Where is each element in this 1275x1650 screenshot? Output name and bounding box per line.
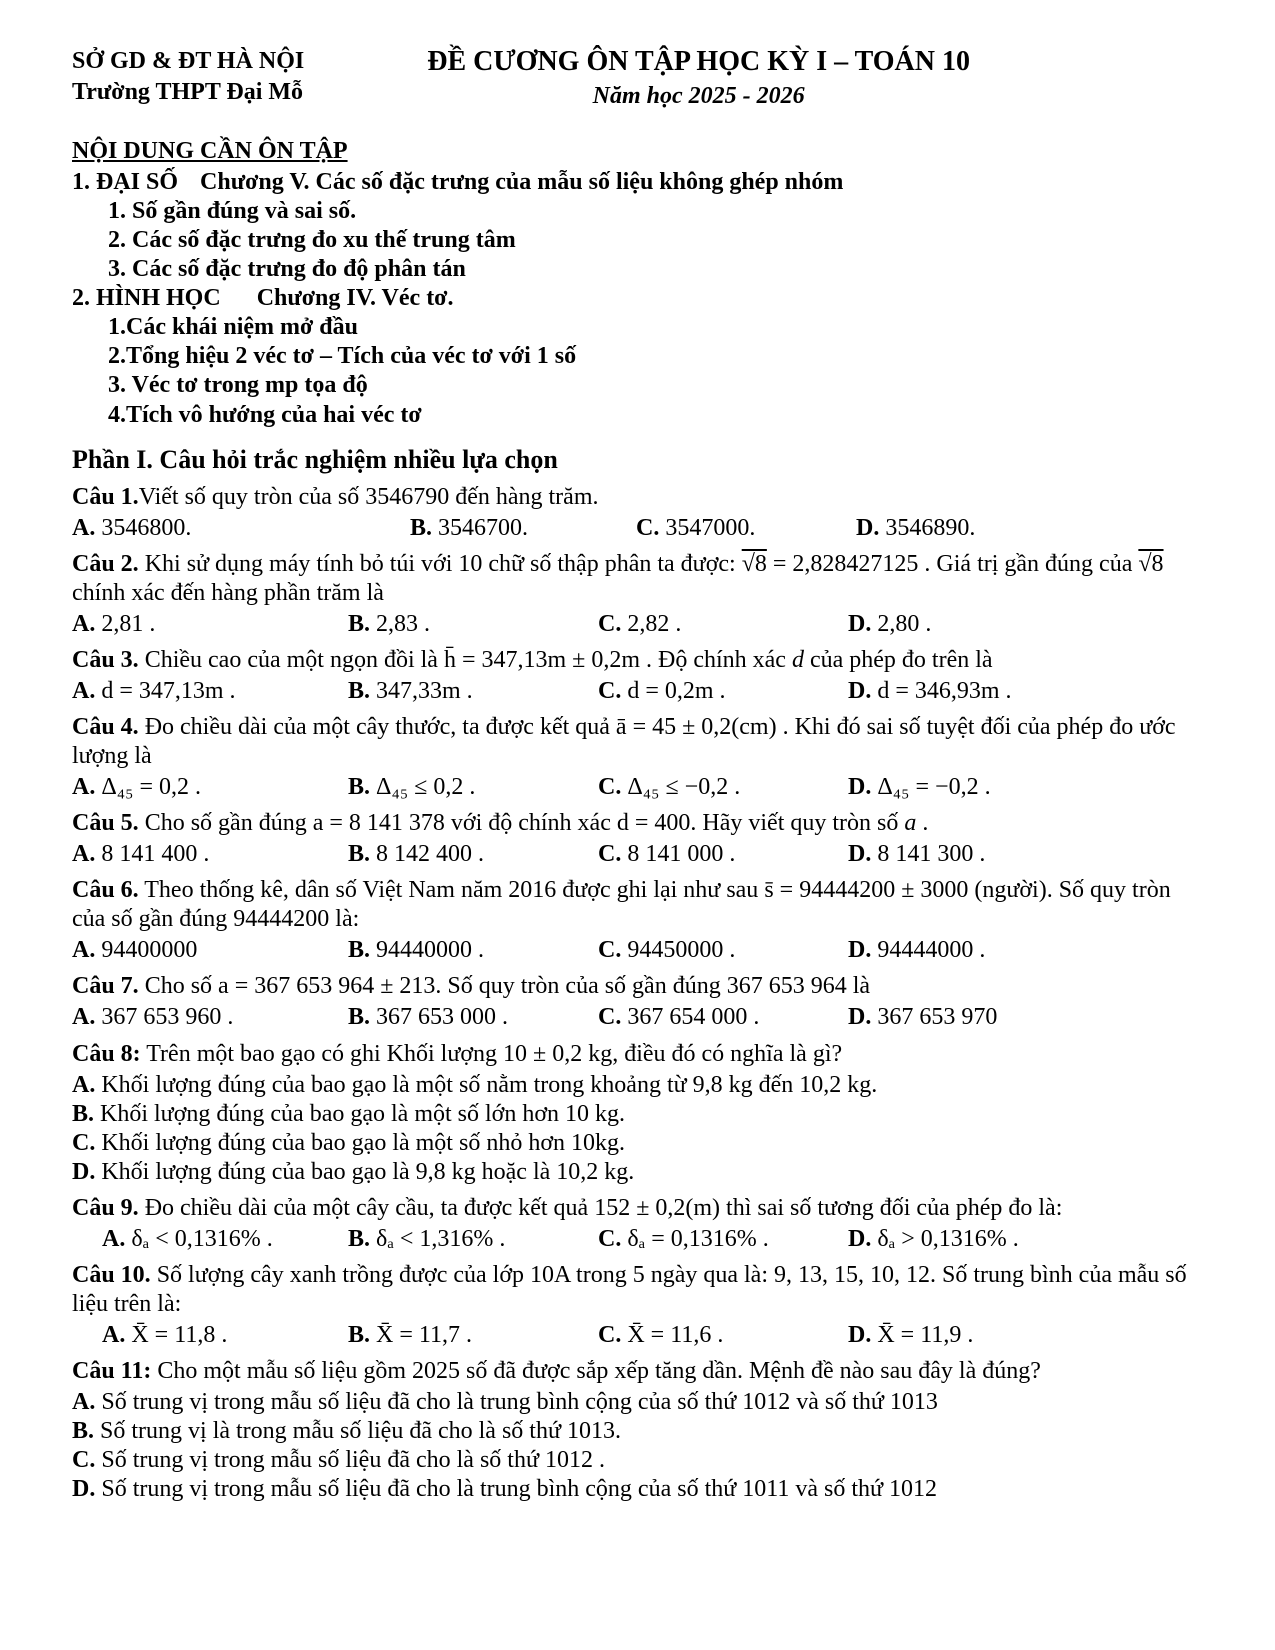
outline-heading-geometry: [72, 284, 1193, 313]
option-c-text: 8 141 000 .: [627, 841, 736, 868]
option-a: [72, 773, 348, 802]
question-11-options: [72, 1388, 1193, 1504]
question-3-text: của phép đo trên là: [803, 647, 993, 674]
option-a-text: Số trung vị trong mẫu số liệu đã cho là trung bình cộng của số thứ 1012 và số thứ 1013: [101, 1388, 938, 1415]
question-1-label: Câu 1.: [72, 483, 139, 510]
option-b-text: 8 142 400 .: [376, 841, 485, 868]
question-6: [72, 876, 1193, 965]
question-5-label: Câu 5.: [72, 810, 139, 837]
option-d-letter: D.: [72, 1475, 96, 1502]
option-a: [72, 936, 348, 965]
option-a-letter: A.: [102, 1321, 126, 1348]
option-d-text: d = 346,93m .: [877, 678, 1012, 705]
option-d-text: Δ₄₅ = −0,2 .: [877, 774, 991, 801]
option-d-letter: D.: [848, 1004, 872, 1031]
question-1-options: [72, 514, 1193, 543]
option-d-letter: D.: [72, 1158, 96, 1185]
school-info-block: [72, 46, 304, 108]
option-d-text: 2,80 .: [877, 611, 932, 638]
option-a: [72, 677, 348, 706]
option-a-text: δₐ < 0,1316% .: [131, 1225, 273, 1252]
sqrt-expression: √8: [741, 551, 767, 578]
option-d-text: 3546890.: [885, 515, 976, 542]
question-8-stem: [72, 1040, 1193, 1069]
question-9-text: thì sai số tương đối của phép đo là:: [720, 1194, 1063, 1221]
question-10-text: Số lượng cây xanh trồng được của lớp 10A trong 5 ngày qua là: 9, 13, 15, 10, 12. Số trung bình của mẫu số liệu trên là:: [72, 1261, 1187, 1317]
option-b: [348, 1225, 598, 1254]
option-d: [848, 1225, 1193, 1254]
option-a: [72, 1071, 1193, 1100]
question-5-text: với độ chính xác d = 400. Hãy viết quy tròn số: [444, 810, 905, 837]
option-c: [72, 1129, 1193, 1158]
question-7-stem: [72, 972, 1193, 1001]
question-11: [72, 1357, 1193, 1504]
option-b: [348, 936, 598, 965]
outline-heading-chapter: Chương IV. Véc tơ.: [256, 285, 454, 312]
question-3-options: [72, 677, 1193, 706]
math-expression: ā = 45 ± 0,2(cm): [615, 714, 777, 741]
question-1: [72, 483, 1193, 543]
option-b-text: Δ₄₅ ≤ 0,2 .: [376, 774, 476, 801]
option-b: [72, 1417, 1193, 1446]
option-b: [348, 1321, 598, 1350]
option-c-text: Δ₄₅ ≤ −0,2 .: [627, 774, 741, 801]
option-c: [598, 936, 848, 965]
option-a-text: 3546800.: [101, 515, 192, 542]
option-d: [848, 610, 1193, 639]
option-c-letter: C.: [72, 1446, 96, 1473]
option-b-letter: B.: [348, 1321, 371, 1348]
question-6-stem: [72, 876, 1193, 934]
question-10-stem: [72, 1261, 1193, 1319]
option-b: [348, 840, 598, 869]
math-expression: 152 ± 0,2(m): [594, 1194, 721, 1221]
option-d-letter: D.: [848, 678, 872, 705]
option-b-letter: B.: [410, 515, 433, 542]
option-b: [348, 677, 598, 706]
question-11-label: Câu 11:: [72, 1357, 152, 1384]
question-3-text: Chiều cao của một ngọn đồi là: [138, 647, 444, 674]
question-3: [72, 646, 1193, 706]
option-b-text: X̄ = 11,7 .: [376, 1321, 472, 1348]
option-d: [848, 677, 1193, 706]
option-c-text: Số trung vị trong mẫu số liệu đã cho là số thứ 1012 .: [101, 1446, 605, 1473]
option-c: [598, 1003, 848, 1032]
outline-heading-number: 1. ĐẠI SỐ: [72, 169, 179, 196]
math-expression: a = 8 141 378: [312, 810, 445, 837]
option-d-text: 94444000 .: [877, 937, 986, 964]
outline-heading-number: 2. HÌNH HỌC: [72, 285, 221, 312]
option-d-letter: D.: [848, 937, 872, 964]
document-header: [72, 46, 1193, 111]
question-4: [72, 713, 1193, 802]
outline-title: NỘI DUNG CẦN ÔN TẬP: [72, 138, 348, 165]
option-d-text: 367 653 970: [877, 1004, 998, 1031]
option-c: [598, 1321, 848, 1350]
option-a-text: Δ₄₅ = 0,2 .: [101, 774, 202, 801]
option-c-letter: C.: [636, 515, 660, 542]
question-9-label: Câu 9.: [72, 1194, 139, 1221]
option-b-text: 2,83 .: [376, 611, 431, 638]
option-d: [856, 514, 1193, 543]
option-a-letter: A.: [72, 1388, 96, 1415]
option-b-text: δₐ < 1,316% .: [376, 1225, 506, 1252]
math-variable: a: [904, 810, 917, 837]
question-3-text: . Độ chính xác: [640, 647, 792, 674]
option-c: [598, 677, 848, 706]
outline-heading-chapter: Chương V. Các số đặc trưng của mẫu số liệu không ghép nhóm: [200, 169, 844, 196]
question-8: [72, 1040, 1193, 1187]
option-c: [636, 514, 856, 543]
outline-item: 1. Số gần đúng và sai số.: [108, 198, 357, 225]
question-4-stem: [72, 713, 1193, 771]
outline-item: 3. Véc tơ trong mp tọa độ: [108, 372, 368, 399]
question-2-text: chính xác đến hàng phần trăm là: [72, 580, 384, 607]
question-7-options: [72, 1003, 1193, 1032]
option-c-letter: C.: [598, 774, 622, 801]
question-2: [72, 550, 1193, 639]
outline-heading-algebra: [72, 168, 1193, 197]
option-c-letter: C.: [598, 611, 622, 638]
question-4-label: Câu 4.: [72, 714, 139, 741]
option-a-text: d = 347,13m .: [101, 678, 236, 705]
option-c-letter: C.: [72, 1129, 96, 1156]
question-7-label: Câu 7.: [72, 973, 139, 1000]
outline-item: 4.Tích vô hướng của hai véc tơ: [108, 401, 422, 428]
question-8-label: Câu 8:: [72, 1040, 141, 1067]
school-name: Trường THPT Đại Mỗ: [72, 79, 304, 106]
question-9-text: Đo chiều dài của một cây cầu, ta được kết quả: [138, 1194, 595, 1221]
option-a-letter: A.: [72, 774, 96, 801]
option-c: [598, 1225, 848, 1254]
department-name: SỞ GD & ĐT HÀ NỘI: [72, 48, 305, 74]
option-d: [848, 1003, 1193, 1032]
option-b: [348, 773, 598, 802]
review-outline: [72, 137, 1193, 429]
option-b-letter: B.: [348, 678, 371, 705]
option-d-text: Khối lượng đúng của bao gạo là 9,8 kg hoặc là 10,2 kg.: [101, 1158, 635, 1185]
question-5-text: .: [916, 810, 929, 837]
option-a-text: Khối lượng đúng của bao gạo là một số nằm trong khoảng từ 9,8 kg đến 10,2 kg.: [101, 1071, 878, 1098]
option-a-letter: A.: [102, 1225, 126, 1252]
option-d: [848, 936, 1193, 965]
question-6-text: (người). Số quy tròn của số gần đúng 94444200 là:: [72, 877, 1171, 933]
outline-item: 2. Các số đặc trưng đo xu thế trung tâm: [108, 227, 516, 254]
option-d: [848, 773, 1193, 802]
question-5: [72, 809, 1193, 869]
option-a: [72, 1321, 348, 1350]
option-a-text: 94400000: [101, 937, 198, 964]
option-c-letter: C.: [598, 678, 622, 705]
option-a-text: 8 141 400 .: [101, 841, 210, 868]
option-a: [72, 514, 410, 543]
option-d-letter: D.: [856, 515, 880, 542]
option-b-letter: B.: [348, 841, 371, 868]
option-b: [348, 610, 598, 639]
option-a: [72, 840, 348, 869]
option-c-text: Khối lượng đúng của bao gạo là một số nhỏ hơn 10kg.: [101, 1129, 626, 1156]
option-c: [598, 610, 848, 639]
school-year: Năm học 2025 - 2026: [592, 83, 805, 110]
question-2-text: = 2,828427125 . Giá trị gần đúng của: [766, 551, 1139, 578]
option-d-letter: D.: [848, 774, 872, 801]
question-7: [72, 972, 1193, 1032]
question-8-options: [72, 1071, 1193, 1187]
option-b-text: 94440000 .: [376, 937, 485, 964]
question-8-text: Trên một bao gạo có ghi Khối lượng 10 ± 0,2 kg, điều đó có nghĩa là gì?: [140, 1040, 843, 1067]
option-b-text: Số trung vị là trong mẫu số liệu đã cho là số thứ 1013.: [100, 1417, 621, 1444]
question-1-stem: [72, 483, 1193, 512]
option-a-letter: A.: [72, 841, 96, 868]
outline-item: 2.Tổng hiệu 2 véc tơ – Tích của véc tơ với 1 số: [108, 343, 577, 370]
option-c-text: 367 654 000 .: [627, 1004, 760, 1031]
option-c-letter: C.: [598, 1321, 622, 1348]
part1-title: Phần I. Câu hỏi trắc nghiệm nhiều lựa chọn: [72, 444, 558, 474]
option-d: [848, 1321, 1193, 1350]
question-6-label: Câu 6.: [72, 877, 139, 904]
option-a: [72, 1003, 348, 1032]
question-2-stem: [72, 550, 1193, 608]
question-4-text: . Khi đó sai số tuyệt đối của phép đo ước lượng là: [72, 714, 1176, 770]
option-c: [72, 1446, 1193, 1475]
question-10: [72, 1261, 1193, 1350]
question-2-label: Câu 2.: [72, 551, 139, 578]
option-c-text: 94450000 .: [627, 937, 736, 964]
option-c: [598, 840, 848, 869]
question-7-text: . Số quy tròn của số gần đúng 367 653 964 là: [435, 973, 871, 1000]
option-b-letter: B.: [72, 1417, 95, 1444]
option-c-letter: C.: [598, 1004, 622, 1031]
option-d-text: δₐ > 0,1316% .: [877, 1225, 1019, 1252]
question-2-text: Khi sử dụng máy tính bỏ túi với 10 chữ số thập phân ta được:: [138, 551, 742, 578]
option-a-letter: A.: [72, 515, 96, 542]
document-title: ĐỀ CƯƠNG ÔN TẬP HỌC KỲ I – TOÁN 10: [427, 46, 970, 77]
question-5-text: Cho số gần đúng: [138, 810, 313, 837]
math-expression: s̄ = 94444200 ± 3000: [764, 877, 969, 904]
outline-item: 3. Các số đặc trưng đo độ phân tán: [108, 256, 466, 283]
option-c-letter: C.: [598, 841, 622, 868]
option-d: [848, 840, 1193, 869]
outline-group-geometry: [72, 284, 1193, 429]
outline-group-algebra: [72, 168, 1193, 284]
option-c-letter: C.: [598, 937, 622, 964]
option-c-text: 2,82 .: [627, 611, 682, 638]
option-d-text: 8 141 300 .: [877, 841, 986, 868]
question-3-label: Câu 3.: [72, 647, 139, 674]
option-c-text: d = 0,2m .: [627, 678, 726, 705]
question-11-stem: [72, 1357, 1193, 1386]
option-c-text: δₐ = 0,1316% .: [627, 1225, 769, 1252]
option-c-letter: C.: [598, 1225, 622, 1252]
option-d: [72, 1158, 1193, 1187]
option-b-text: 3546700.: [438, 515, 529, 542]
option-a: [72, 1388, 1193, 1417]
option-a-letter: A.: [72, 611, 96, 638]
question-9: [72, 1194, 1193, 1254]
option-c-text: X̄ = 11,6 .: [627, 1321, 724, 1348]
option-b-letter: B.: [348, 774, 371, 801]
math-expression: h̄ = 347,13m ± 0,2m: [443, 647, 640, 674]
question-5-options: [72, 840, 1193, 869]
question-1-text: Viết số quy tròn của số 3546790 đến hàng trăm.: [138, 483, 599, 510]
option-a-letter: A.: [72, 937, 96, 964]
question-6-options: [72, 936, 1193, 965]
sqrt-expression: √8: [1138, 551, 1164, 578]
option-b-letter: B.: [348, 937, 371, 964]
option-d-text: X̄ = 11,9 .: [877, 1321, 974, 1348]
option-b-letter: B.: [72, 1100, 95, 1127]
question-10-options: [72, 1321, 1193, 1350]
option-b-text: 347,33m .: [376, 678, 473, 705]
option-b-letter: B.: [348, 611, 371, 638]
question-11-text: Cho một mẫu số liệu gồm 2025 số đã được sắp xếp tăng dần. Mệnh đề nào sau đây là đúng?: [151, 1357, 1041, 1384]
question-5-stem: [72, 809, 1193, 838]
math-expression: a = 367 653 964 ± 213: [218, 973, 436, 1000]
question-9-options: [72, 1225, 1193, 1254]
math-variable: d: [791, 647, 804, 674]
option-b-letter: B.: [348, 1225, 371, 1252]
question-7-text: Cho số: [138, 973, 219, 1000]
option-c: [598, 773, 848, 802]
option-d-letter: D.: [848, 611, 872, 638]
option-b-letter: B.: [348, 1004, 371, 1031]
question-6-text: Theo thống kê, dân số Việt Nam năm 2016 được ghi lại như sau: [138, 877, 765, 904]
option-d-letter: D.: [848, 841, 872, 868]
option-d-letter: D.: [848, 1321, 872, 1348]
option-d-text: Số trung vị trong mẫu số liệu đã cho là trung bình cộng của số thứ 1011 và số thứ 1012: [101, 1475, 938, 1502]
option-a-letter: A.: [72, 678, 96, 705]
title-block: [304, 46, 1193, 111]
option-a-text: X̄ = 11,8 .: [131, 1321, 228, 1348]
option-d: [72, 1475, 1193, 1504]
option-b: [72, 1100, 1193, 1129]
question-3-stem: [72, 646, 1193, 675]
option-a-text: 2,81 .: [101, 611, 156, 638]
option-b: [410, 514, 636, 543]
question-9-stem: [72, 1194, 1193, 1223]
option-a-text: 367 653 960 .: [101, 1004, 234, 1031]
option-a-letter: A.: [72, 1004, 96, 1031]
question-4-text: Đo chiều dài của một cây thước, ta được kết quả: [138, 714, 616, 741]
option-b: [348, 1003, 598, 1032]
option-a: [72, 610, 348, 639]
option-b-text: Khối lượng đúng của bao gạo là một số lớn hơn 10 kg.: [100, 1100, 626, 1127]
option-a: [72, 1225, 348, 1254]
option-b-text: 367 653 000 .: [376, 1004, 509, 1031]
option-d-letter: D.: [848, 1225, 872, 1252]
question-10-label: Câu 10.: [72, 1261, 151, 1288]
option-c-text: 3547000.: [665, 515, 756, 542]
outline-item: 1.Các khái niệm mở đầu: [108, 314, 358, 341]
question-2-options: [72, 610, 1193, 639]
option-a-letter: A.: [72, 1071, 96, 1098]
question-4-options: [72, 773, 1193, 802]
